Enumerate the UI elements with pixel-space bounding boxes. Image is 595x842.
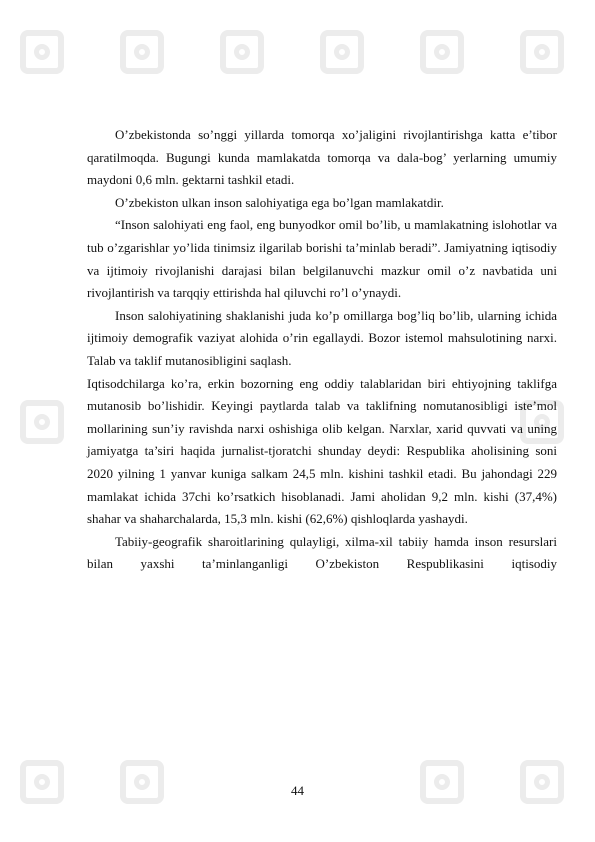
- watermark-icon: [120, 30, 164, 74]
- watermark-icon: [220, 30, 264, 74]
- paragraph-iqtisodchilar: Iqtisodchilarga ko’ra, erkin bozorning eng oddiy talablaridan biri ehtiyojning taklifga mutanosib bo’lishidir. Keyingi paytlarda talab va taklifning nomutanosibligi iste’mol mollarining sun’iy ravishda narxi oshishiga olib kelgan. Narxlar, xarid quvvati va uning jamiyatga ta’siri haqida jurnalist-tjoratchi shunday deydi: Respublika aholisining soni 2020 yilning 1 yanvar kuniga salkam 24,5 mln. kishini tashkil etadi. Bu jahondagi 229 mamlakat ichida 37chi ko’rsatkich hisoblanadi. Jami aholidan 9,2 mln. kishi (37,4%) shahar va shaharchalarda, 15,3 mln. kishi (62,6%) qishloqlarda yashaydi.: [87, 375, 557, 527]
- paragraph-quote: “Inson salohiyati eng faol, eng bunyodkor omil bo’lib, u mamlakatning islohotlar va tub o’zgarishlar yo’lida tinimsiz ilgarilab borishi ta’minlab beradi”. Jamiyatning iqtisodiy va ijtimoiy rivojlanishi darajasi bilan belgilanuvchi mazkur omil o’z navbatida uni rivojlantirish va tarqqiy ettirishda hal qiluvchi ro’l o’ynaydi.: [87, 217, 557, 301]
- watermark-icon: [20, 400, 64, 444]
- watermark-icon: [420, 30, 464, 74]
- document-body: [87, 124, 557, 576]
- watermark-icon: [320, 30, 364, 74]
- watermark-icon: [20, 30, 64, 74]
- page-number: 44: [291, 783, 304, 798]
- paragraph-inson-salohiyati: O’zbekiston ulkan inson salohiyatiga ega bo’lgan mamlakatdir.: [115, 194, 444, 210]
- paragraph-tomorqa: O’zbekistonda so’nggi yillarda tomorqa xo’jaligini rivojlantirishga katta e’tibor qaratilmoqda. Bugungi kunda mamlakatda tomorqa va dala-bog’ yerlarning umumiy maydoni 0,6 mln. gektarni tashkil etadi.: [87, 127, 557, 188]
- paragraph-demografik: Inson salohiyatining shaklanishi juda ko’p omillarga bog’liq bo’lib, ularning ichida ijtimoiy demografik vaziyat alohida o’rin egallaydi. Bozor istemol mahsulotining narxi. Talab va taklif mutanosibligini saqlash.: [87, 307, 557, 368]
- paragraph-tabiiy-geografik: Tabiiy-geografik sharoitlarining qulayligi, xilma-xil tabiiy hamda inson resurslari bilan yaxshi ta’minlanganligi O’zbekiston Respublikasini iqtisodiy: [87, 533, 557, 572]
- watermark-icon: [520, 30, 564, 74]
